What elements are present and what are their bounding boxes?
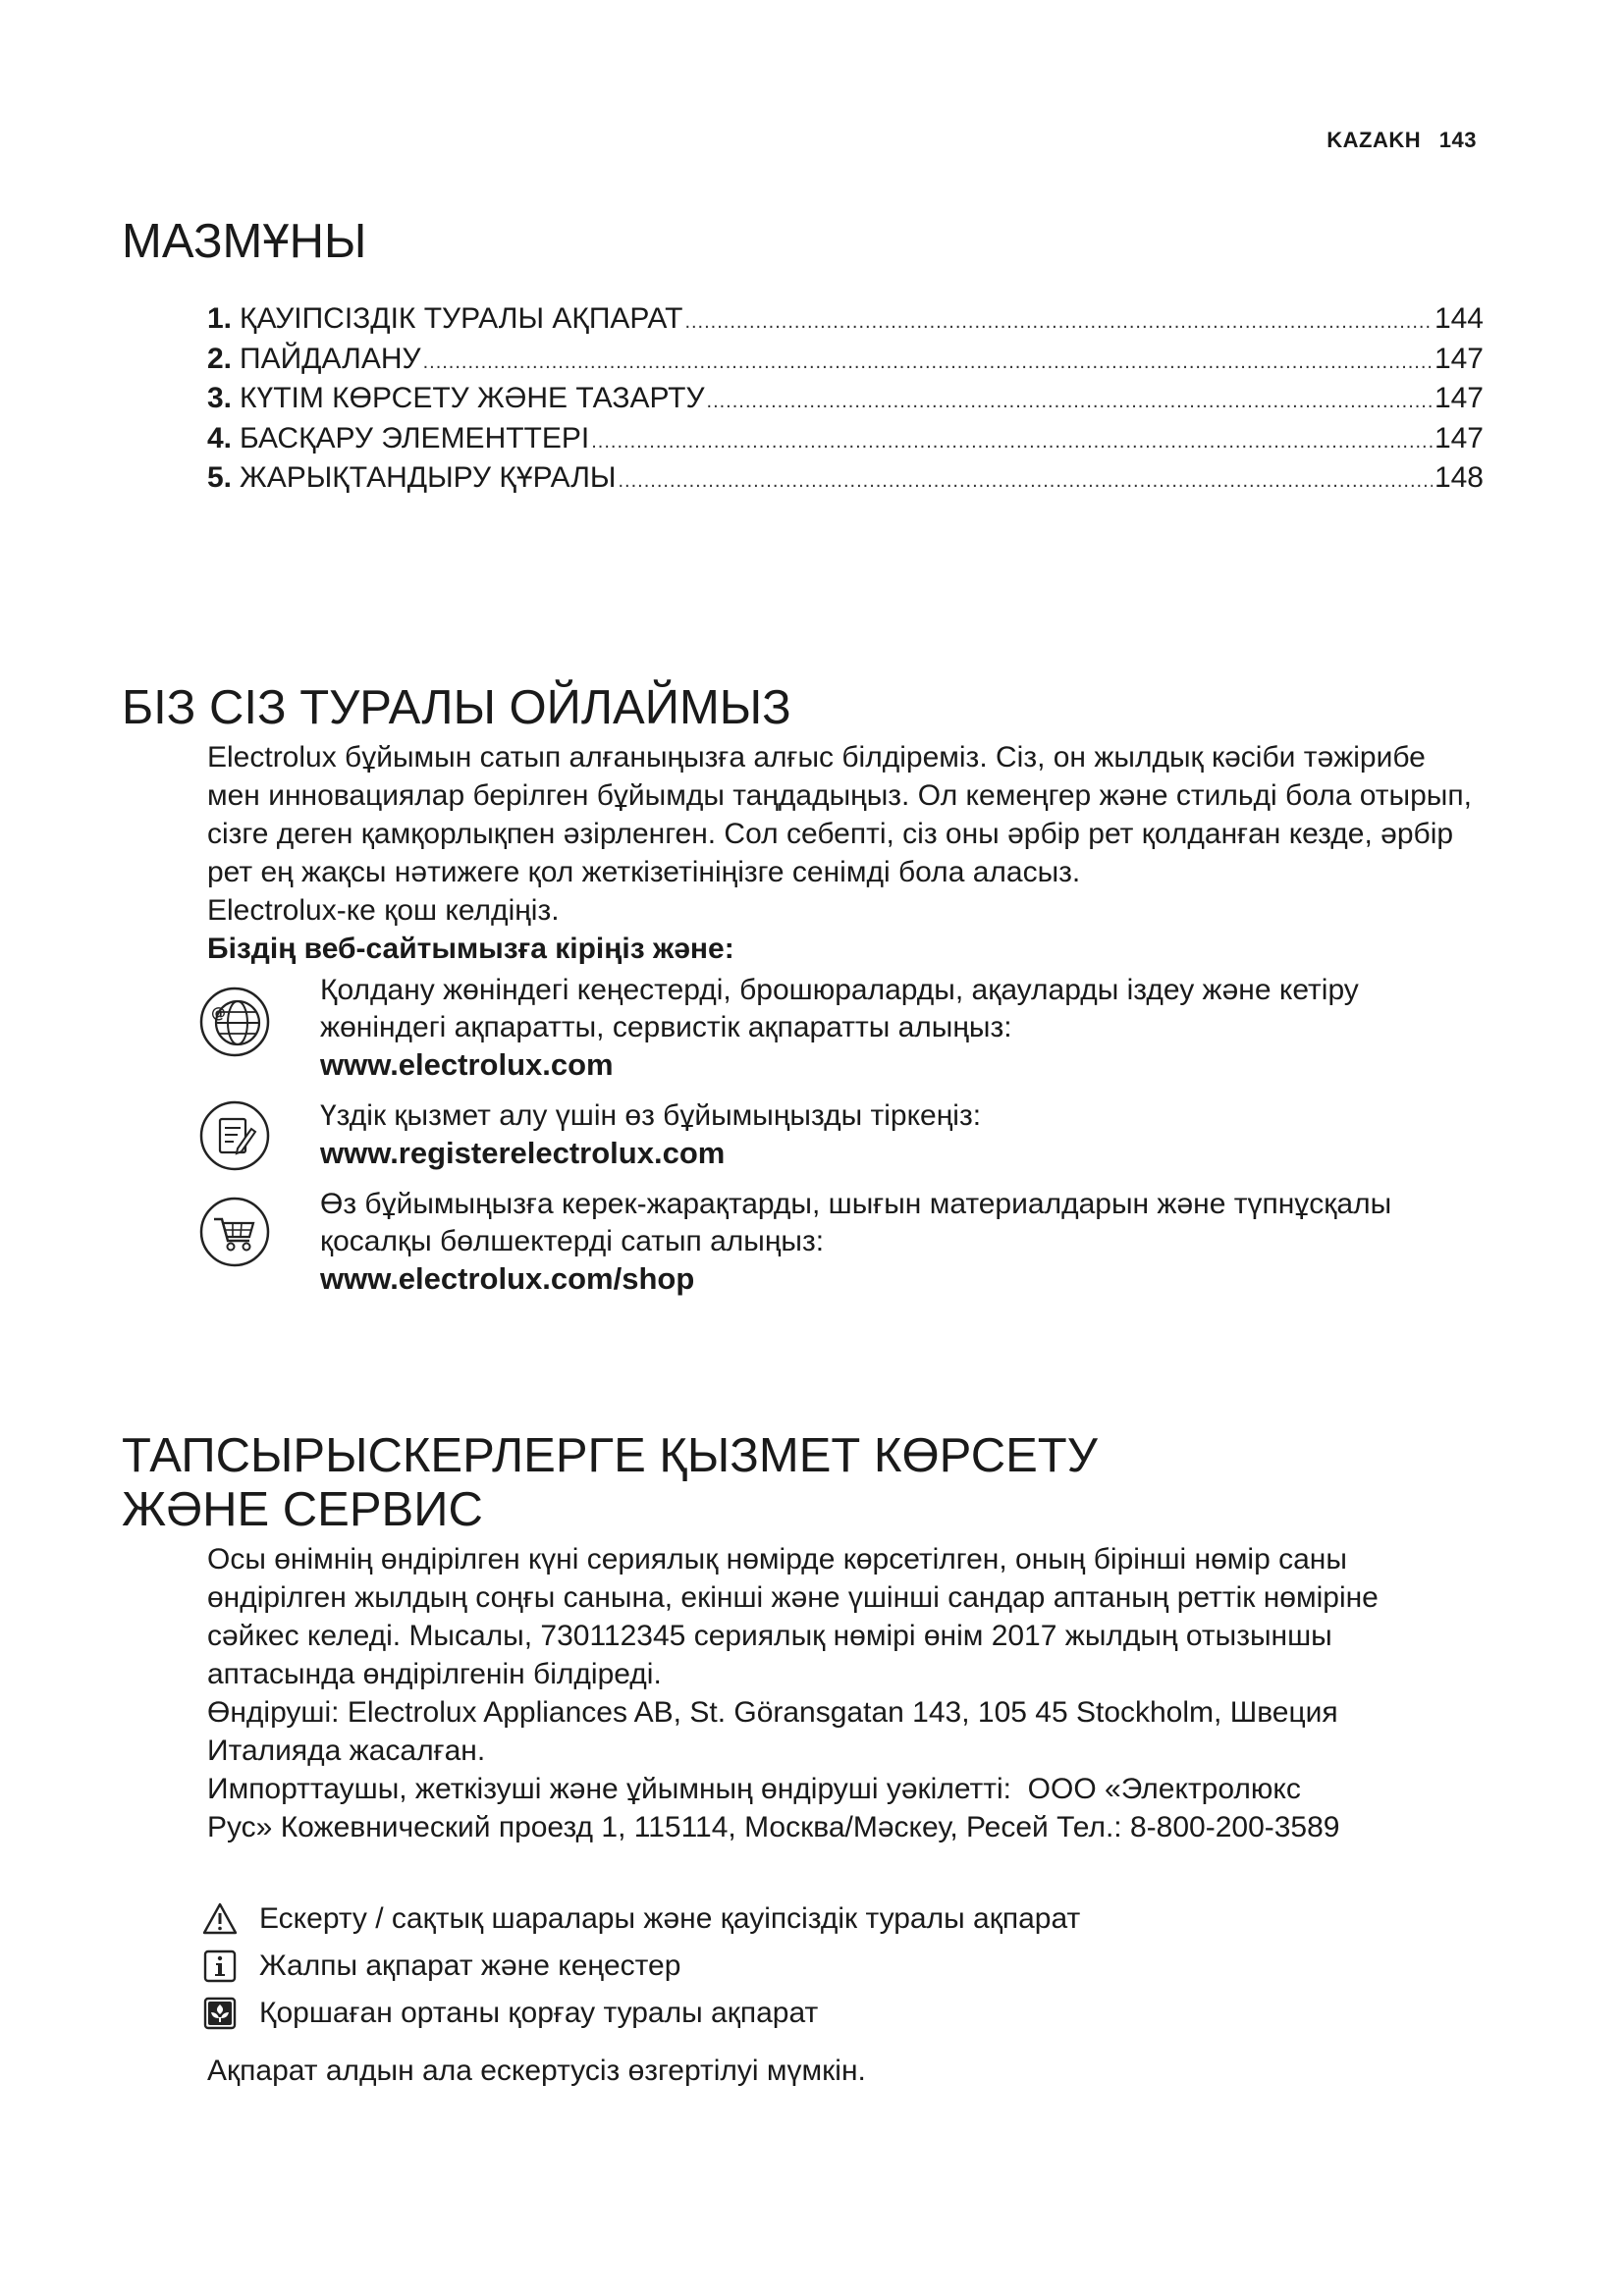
link-description	[320, 1186, 1557, 1298]
toc-item[interactable]	[207, 422, 1484, 462]
toc-item-number: 4.	[207, 421, 233, 454]
link-description	[320, 972, 1557, 1084]
register-url-link[interactable]: www.registerelectrolux.com	[320, 1136, 726, 1170]
toc-item-page: 147	[1434, 382, 1484, 414]
about-intro	[207, 738, 1543, 968]
service-title-line1: ТАПСЫРЫСКЕРЛЕРГЕ ҚЫЗМЕТ КӨРСЕТУ	[122, 1429, 1098, 1482]
toc-item-number: 1.	[207, 302, 233, 335]
globe-icon	[198, 986, 271, 1058]
toc-item-page: 144	[1434, 302, 1484, 335]
toc-item-number: 3.	[207, 382, 233, 414]
support-url-link[interactable]: www.electrolux.com	[320, 1047, 614, 1082]
toc-dot-leader	[591, 431, 1433, 454]
toc-dot-leader	[423, 351, 1433, 374]
toc-item-title: ҚАУІПСІЗДІК ТУРАЛЫ АҚПАРАТ	[240, 302, 683, 335]
environment-icon	[202, 1996, 238, 2031]
footer-note: Ақпарат алдын ала ескертусіз өзгертілуі мүмкін.	[207, 2055, 866, 2087]
register-icon	[198, 1099, 271, 1172]
legend-row	[202, 1994, 1380, 2041]
toc-item[interactable]	[207, 382, 1484, 422]
toc-item-title: ЖАРЫҚТАНДЫРУ ҚҰРАЛЫ	[240, 461, 617, 494]
page-header	[1326, 128, 1477, 153]
info-icon	[202, 1949, 238, 1984]
toc-item[interactable]	[207, 461, 1484, 502]
link-line: қосалқы бөлшектерді сатып алыңыз:	[320, 1225, 825, 1257]
service-line: Рус» Кожевнический проезд 1, 115114, Москва/Мәскеу, Ресей Тел.: 8-800-200-3589	[207, 1811, 1340, 1843]
toc-item[interactable]	[207, 343, 1484, 383]
symbol-legend	[202, 1899, 1380, 2041]
legend-row	[202, 1899, 1380, 1947]
about-intro-line: рет ең жақсы нәтижеге қол жеткізетініңізге сенімді бола аласыз.	[207, 856, 1081, 888]
toc-item-page: 147	[1434, 342, 1484, 375]
service-line: Осы өнімнің өндірілген күні сериялық нөмірде көрсетілген, оның бірінші нөмір саны	[207, 1543, 1347, 1575]
link-line: Қолдану жөніндегі кеңестерді, брошюраларды, ақауларды іздеу және кетіру	[320, 974, 1359, 1006]
legend-row	[202, 1947, 1380, 1994]
about-intro-line: Electrolux-ке қош келдіңіз.	[207, 894, 560, 927]
toc-item-number: 5.	[207, 461, 233, 494]
service-title-line2: ЖӘНЕ СЕРВИС	[122, 1483, 483, 1536]
service-line: өндірілген жылдың соңғы санына, екінші және үшінші сандар аптаның реттік нөміріне	[207, 1581, 1379, 1614]
legend-text: Жалпы ақпарат және кеңестер	[259, 1949, 681, 1982]
about-intro-line: сізге деген қамқорлықпен әзірленген. Сол себепті, сіз оны әрбір рет қолданған кезде, әрбір	[207, 818, 1454, 850]
service-line: сәйкес келеді. Мысалы, 730112345 сериялық нөмірі өнім 2017 жылдың отызыншы	[207, 1620, 1332, 1652]
service-line: Өндіруші: Electrolux Appliances AB, St. Göransgatan 143, 105 45 Stockholm, Швеция	[207, 1696, 1338, 1729]
about-intro-line: мен инновациялар берілген бұйымды таңдадыңыз. Ол кемеңгер және стильді бола отырып,	[207, 779, 1472, 812]
toc-dot-leader	[684, 311, 1433, 334]
toc-item-number: 2.	[207, 342, 233, 375]
link-line: Өз бұйымыңызға керек-жарақтарды, шығын материалдарын және түпнұсқалы	[320, 1188, 1392, 1220]
website-heading: Біздің веб-сайтымызға кіріңіз және:	[207, 933, 734, 965]
service-text	[207, 1540, 1484, 1846]
legend-text: Қоршаған ортаны қорғау туралы ақпарат	[259, 1997, 819, 2029]
about-title: БІЗ СІЗ ТУРАЛЫ ОЙЛАЙМЫЗ	[122, 681, 791, 734]
legend-text: Ескерту / сақтық шаралары және қауіпсіздік туралы ақпарат	[259, 1902, 1081, 1935]
service-line: аптасында өндірілгенін білдіреді.	[207, 1658, 662, 1690]
toc-item-title: ПАЙДАЛАНУ	[240, 342, 421, 375]
link-line: жөніндегі ақпаратты, сервистік ақпаратты алыңыз:	[320, 1011, 1012, 1043]
about-intro-line: Electrolux бұйымын сатып алғаныңызға алғыс білдіреміз. Сіз, он жылдық кәсіби тәжірибе	[207, 741, 1426, 774]
service-line: Импорттаушы, жеткізуші және ұйымның өндіруші уәкілетті: ООО «Электролюкс	[207, 1773, 1301, 1805]
toc-item-page: 147	[1434, 421, 1484, 454]
contents-title: МАЗМҰНЫ	[122, 215, 367, 268]
toc-item-title: КҮТІМ КӨРСЕТУ ЖӘНЕ ТАЗАРТУ	[240, 382, 705, 414]
toc-item[interactable]	[207, 302, 1484, 343]
toc-item-page: 148	[1434, 461, 1484, 494]
service-line: Италияда жасалған.	[207, 1735, 486, 1767]
toc-dot-leader	[707, 391, 1433, 413]
shopping-cart-icon	[198, 1196, 271, 1268]
link-description	[320, 1097, 1557, 1172]
shop-url-link[interactable]: www.electrolux.com/shop	[320, 1261, 695, 1296]
toc-item-title: БАСҚАРУ ЭЛЕМЕНТТЕРІ	[240, 421, 590, 454]
header-language: KAZAKH	[1326, 128, 1422, 152]
header-page-number: 143	[1438, 128, 1477, 152]
warning-icon	[202, 1901, 238, 1937]
svg-text:@: @	[211, 1004, 226, 1022]
link-line: Үздік қызмет алу үшін өз бұйымыңызды тіркеңіз:	[320, 1099, 982, 1132]
toc-dot-leader	[618, 470, 1432, 493]
table-of-contents	[207, 302, 1484, 502]
